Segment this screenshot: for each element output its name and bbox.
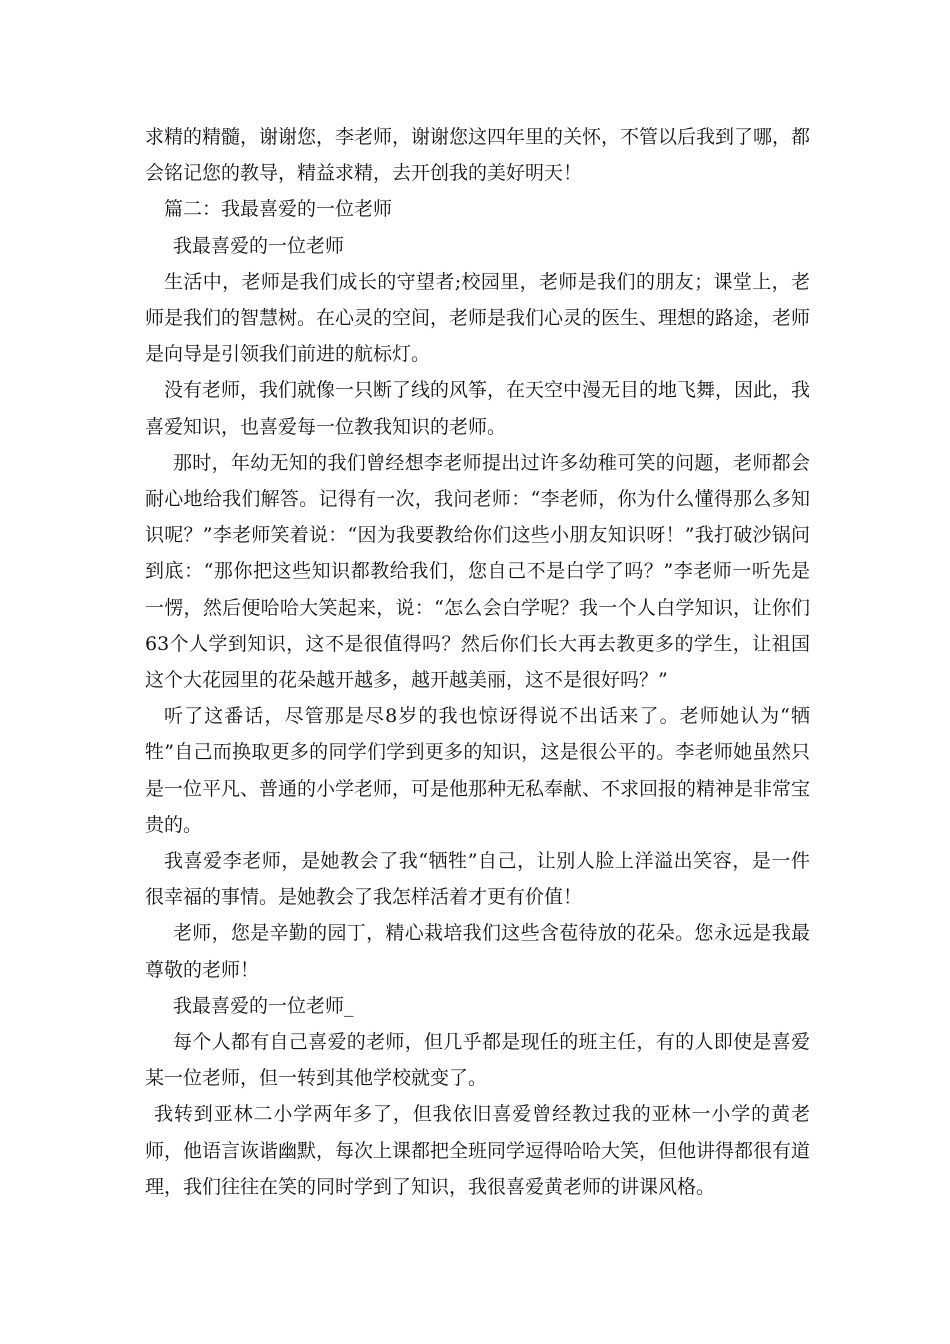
paragraph: 听了这番话，尽管那是尽8岁的我也惊讶得说不出话来了。老师她认为“牺牲”自己而换取更多的同学们学到更多的知识，这是很公平的。李老师她虽然只是一位平凡、普通的小学老师，可是他那种无私奉献、不求回报的精神是非常宝贵的。 [145, 705, 811, 836]
essay-title: 我最喜爱的一位老师_ [173, 994, 354, 1017]
paragraph: 我喜爱李老师，是她教会了我“牺牲”自己，让别人脸上洋溢出笑容，是一件很幸福的事情。是她教会了我怎样活着才更有价值！ [145, 850, 810, 909]
section-heading: 篇二：我最喜爱的一位老师 [164, 198, 393, 221]
paragraph: 那时，年幼无知的我们曾经想李老师提出过许多幼稚可笑的问题，老师都会耐心地给我们解答。记得有一次，我问老师：“李老师，你为什么懂得那么多知识呢？”李老师笑着说：“因为我要教给你们这些小朋友知识呀！”我打破沙锅问到底：“那你把这些知识都教给我们，您自己不是白学了吗？”李老师一听先是一愣，然后便哈哈大笑起来，说：“怎么会白学呢？我一个人白学知识，让你们63个人学到知识，这不是很值得吗？然后你们长大再去教更多的学生，让祖国这个大花园里的花朵越开越多，越开越美丽，这不是很好吗？” [145, 451, 810, 692]
paragraph: 我转到亚林二小学两年多了，但我依旧喜爱曾经教过我的亚林一小学的黄老师，他语言诙谐幽默，每次上课都把全班同学逗得哈哈大笑，但他讲得都很有道理，我们往往在笑的同时学到了知识，我很喜爱黄老师的讲课风格。 [145, 1103, 811, 1198]
document-body [145, 119, 810, 1205]
paragraph: 没有老师，我们就像一只断了线的风筝，在天空中漫无目的地飞舞，因此，我喜爱知识，也喜爱每一位教我知识的老师。 [145, 379, 811, 438]
paragraph: 老师，您是辛勤的园丁，精心栽培我们这些含苞待放的花朵。您永远是我最尊敬的老师！ [145, 922, 810, 981]
paragraph: 每个人都有自己喜爱的老师，但几乎都是现任的班主任，有的人即使是喜爱某一位老师，但一转到其他学校就变了。 [145, 1031, 810, 1090]
paragraph: 生活中，老师是我们成长的守望者;校园里，老师是我们的朋友；课堂上，老师是我们的智慧树。在心灵的空间，老师是我们心灵的医生、理想的路途，老师是向导是引领我们前进的航标灯。 [145, 270, 811, 366]
essay-title: 我最喜爱的一位老师 [173, 234, 345, 257]
paragraph-continuation: 求精的精髓，谢谢您，李老师，谢谢您这四年里的关怀，不管以后我到了哪，都会铭记您的教导，精益求精，去开创我的美好明天！ [145, 126, 811, 185]
